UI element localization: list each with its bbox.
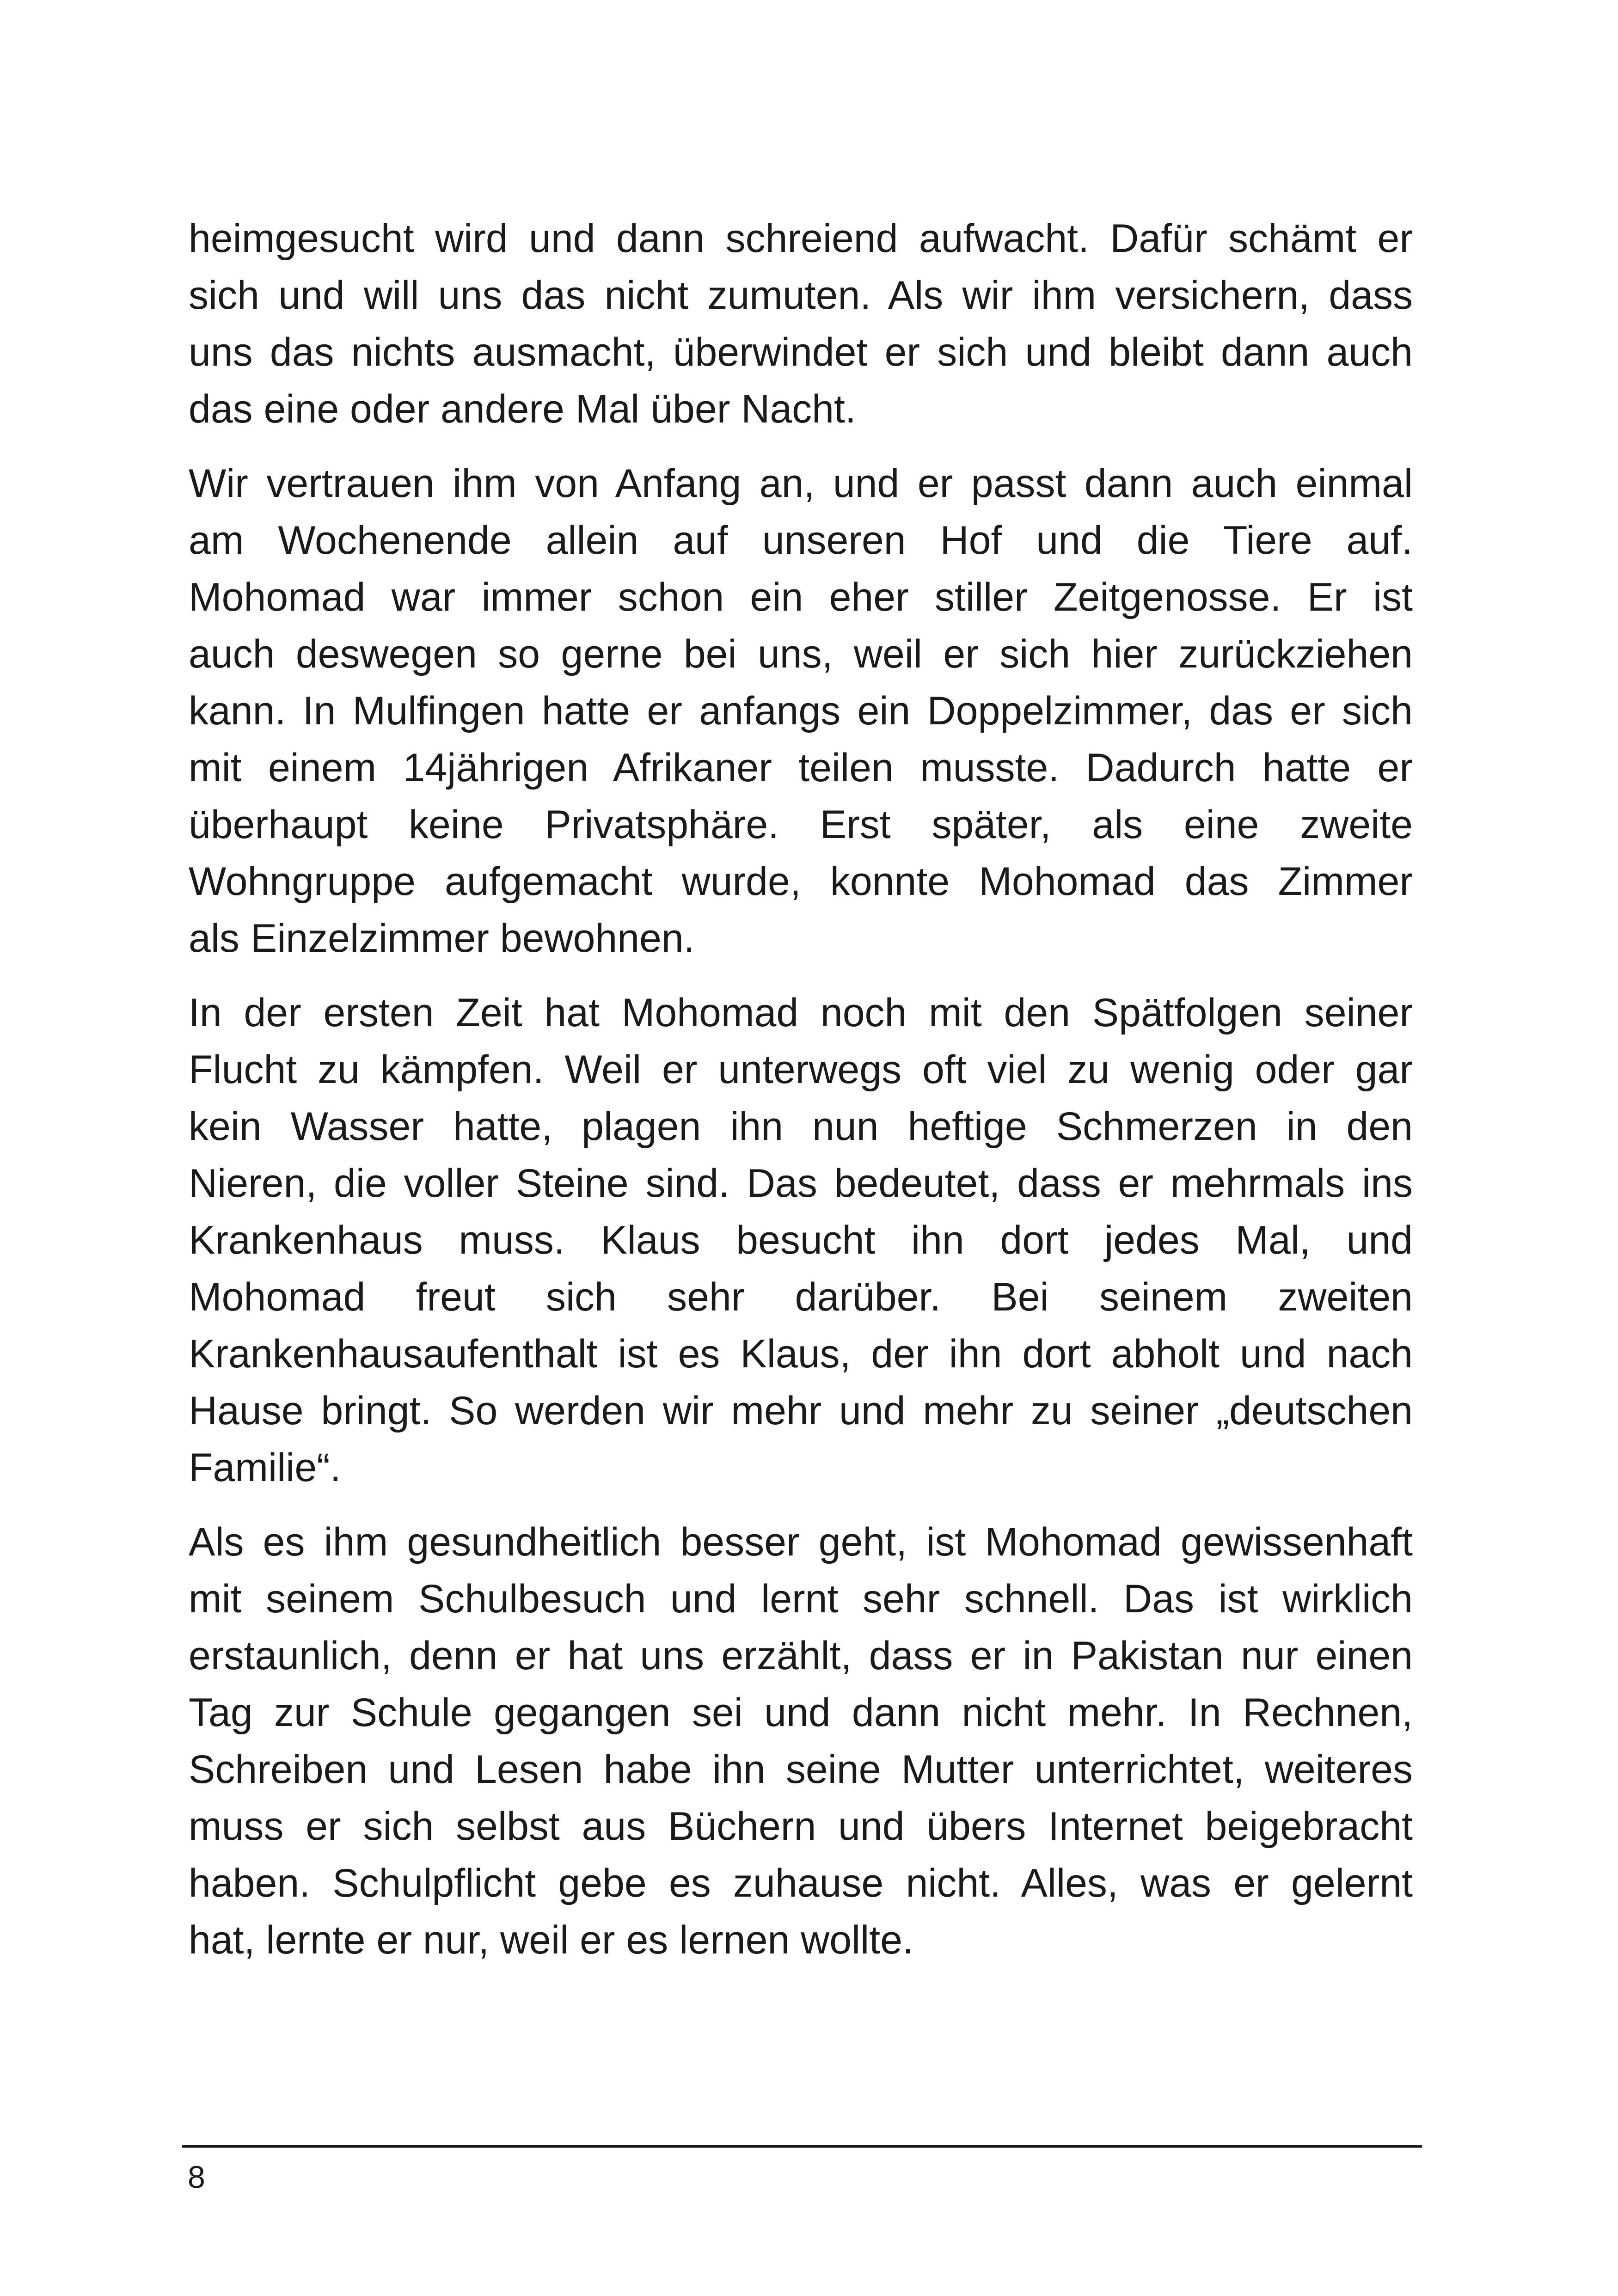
text-line: als Einzelzimmer bewohnen. (189, 916, 695, 961)
text-line: mit einem 14jährigen Afrikaner teilen musste. Dadurch hatte er (189, 746, 1413, 790)
text-line: Krankenhaus muss. Klaus besucht ihn dort jedes Mal, und (189, 1218, 1413, 1262)
text-line: heimgesucht wird und dann schreiend aufwacht. Dafür schämt er (189, 216, 1413, 261)
text-line: Als es ihm gesundheitlich besser geht, ist Mohomad gewissenhaft (189, 1520, 1413, 1564)
text-line: auch deswegen so gerne bei uns, weil er sich hier zurückziehen (189, 632, 1413, 676)
text-line: am Wochenende allein auf unseren Hof und die Tiere auf. (189, 518, 1413, 563)
text-line: uns das nichts ausmacht, überwindet er sich und bleibt dann auch (189, 330, 1413, 374)
text-line: kann. In Mulfingen hatte er anfangs ein Doppelzimmer, das er sich (189, 689, 1413, 733)
body-text (189, 210, 1413, 1986)
text-line: kein Wasser hatte, plagen ihn nun heftige Schmerzen in den (189, 1104, 1413, 1149)
text-line: Wir vertrauen ihm von Anfang an, und er passt dann auch einmal (189, 461, 1413, 506)
text-line: Familie“. (189, 1445, 341, 1490)
text-line: hat, lernte er nur, weil er es lernen wollte. (189, 1918, 913, 1962)
paragraph-2 (189, 455, 1413, 967)
footer-divider (182, 2145, 1422, 2148)
text-line: muss er sich selbst aus Büchern und übers Internet beigebracht (189, 1804, 1413, 1849)
paragraph-1 (189, 210, 1413, 438)
text-line: Flucht zu kämpfen. Weil er unterwegs oft viel zu wenig oder gar (189, 1047, 1413, 1092)
text-line: überhaupt keine Privatsphäre. Erst später, als eine zweite (189, 802, 1413, 847)
paragraph-3 (189, 985, 1413, 1496)
text-line: Wohngruppe aufgemacht wurde, konnte Mohomad das Zimmer (189, 859, 1413, 904)
paragraph-4 (189, 1514, 1413, 1969)
text-line: Mohomad war immer schon ein eher stiller Zeitgenosse. Er ist (189, 575, 1413, 619)
text-line: das eine oder andere Mal über Nacht. (189, 387, 856, 431)
text-line: Nieren, die voller Steine sind. Das bedeutet, dass er mehrmals ins (189, 1161, 1413, 1206)
text-line: Krankenhausaufenthalt ist es Klaus, der ihn dort abholt und nach (189, 1332, 1413, 1376)
text-line: Schreiben und Lesen habe ihn seine Mutter unterrichtet, weiteres (189, 1747, 1413, 1792)
text-line: Hause bringt. So werden wir mehr und mehr zu seiner „deutschen (189, 1389, 1413, 1433)
text-line: sich und will uns das nicht zumuten. Als wir ihm versichern, dass (189, 273, 1413, 318)
text-line: Mohomad freut sich sehr darüber. Bei seinem zweiten (189, 1275, 1413, 1319)
page-number: 8 (188, 2160, 205, 2195)
text-line: haben. Schulpflicht gebe es zuhause nicht. Alles, was er gelernt (189, 1861, 1413, 1905)
text-line: mit seinem Schulbesuch und lernt sehr schnell. Das ist wirklich (189, 1577, 1413, 1621)
text-line: In der ersten Zeit hat Mohomad noch mit den Spätfolgen seiner (189, 991, 1413, 1035)
text-line: Tag zur Schule gegangen sei und dann nicht mehr. In Rechnen, (189, 1690, 1413, 1735)
text-line: erstaunlich, denn er hat uns erzählt, dass er in Pakistan nur einen (189, 1634, 1413, 1678)
